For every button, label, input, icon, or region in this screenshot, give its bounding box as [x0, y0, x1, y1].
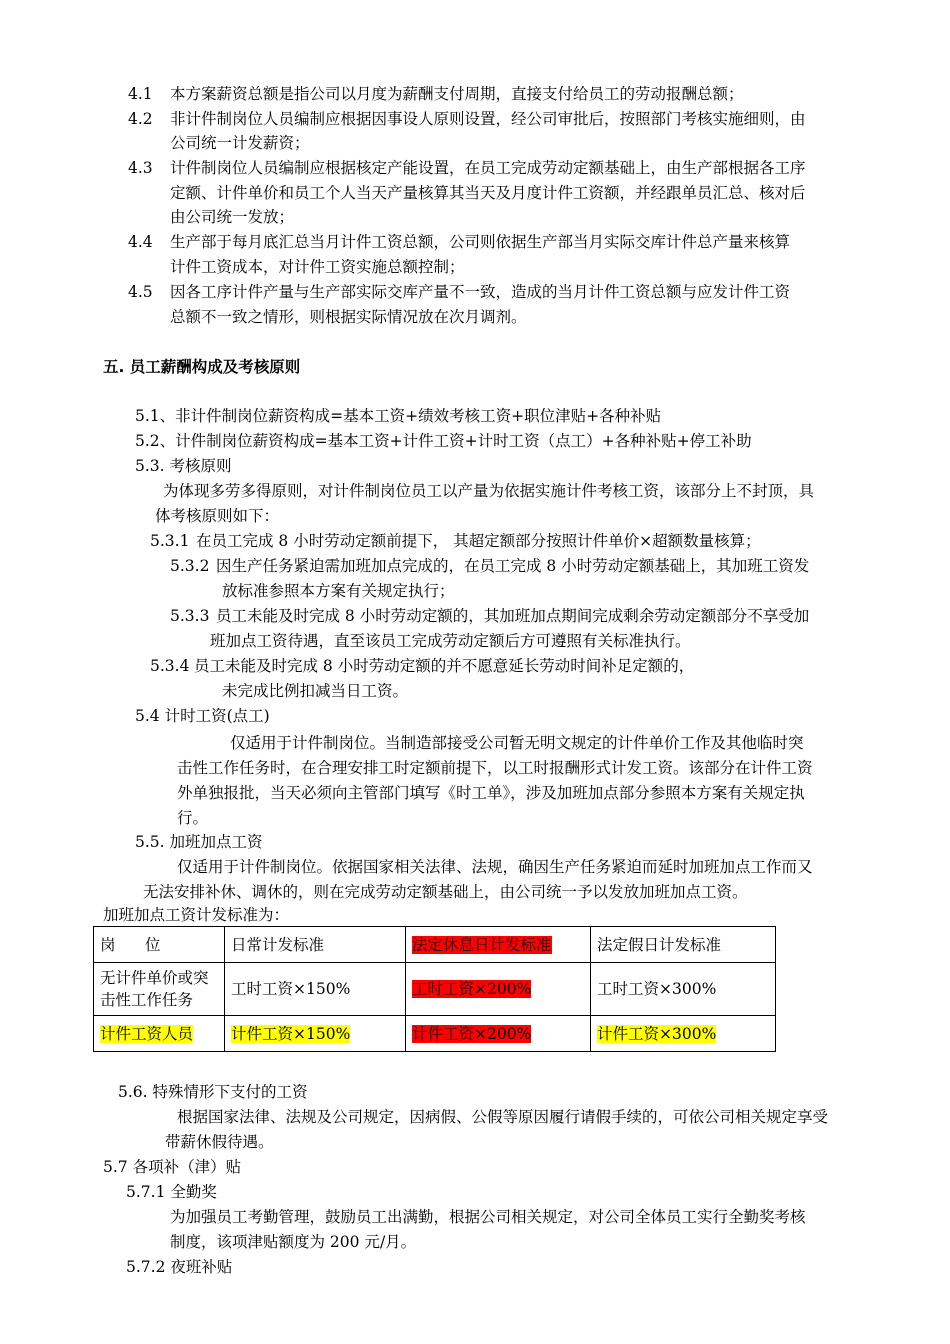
paragraph-line: 公司统一计发薪资； [170, 134, 310, 152]
subsection-heading: 5.5. 加班加点工资 [135, 833, 263, 851]
subsection-heading: 5.3. 考核原则 [135, 457, 232, 475]
paragraph-line: 因生产任务紧迫需加班加点完成的，在员工完成 8 小时劳动定额基础上，其加班工资发 [216, 557, 810, 575]
table-row [94, 1016, 776, 1052]
paragraph-line: 因各工序计件产量与生产部实际交库产量不一致，造成的当月计件工资总额与应发计件工资 [170, 283, 791, 301]
paragraph-line: 未完成比例扣减当日工资。 [222, 682, 409, 700]
paragraph-line: 生产部于每月底汇总当月计件工资总额，公司则依据生产部当月实际交库计件总产量来核算 [170, 233, 791, 251]
paragraph-line: 5.2、计件制岗位薪资构成=基本工资+计件工资+计时工资（点工）+各种补贴+停工补助 [135, 432, 752, 450]
paragraph-line: 5.1、非计件制岗位薪资构成=基本工资+绩效考核工资+职位津贴+各种补贴 [135, 407, 662, 425]
cell-text: 岗 位 [100, 935, 161, 954]
cell-text: 计件工资人员 [100, 1024, 194, 1043]
paragraph-line: 员工未能及时完成 8 小时劳动定额的并不愿意延长劳动时间补足定额的， [194, 657, 695, 675]
cell-text: 计件工资×300% [597, 1024, 717, 1043]
paragraph-line: 制度，该项津贴额度为 200 元/月。 [170, 1233, 417, 1251]
cell-text: 工时工资×150% [231, 980, 351, 998]
table-header-cell [94, 927, 225, 963]
paragraph-line: 根据国家法律、法规及公司规定，因病假、公假等原因履行请假手续的，可依公司相关规定享受 [177, 1108, 829, 1126]
paragraph-line: 总额不一致之情形，则根据实际情况放在次月调剂。 [170, 308, 527, 326]
item-number: 5.3.2 [170, 557, 210, 575]
paragraph-line: 外单独报批，当天必须向主管部门填写《时工单》，涉及加班加点部分参照本方案有关规定执 [177, 784, 805, 802]
paragraph-line: 计件制岗位人员编制应根据核定产能设置，在员工完成劳动定额基础上，由生产部根据各工序 [170, 159, 806, 177]
paragraph-line: 由公司统一发放； [170, 208, 295, 226]
paragraph-line: 在员工完成 8 小时劳动定额前提下， 其超定额部分按照计件单价×超额数量核算； [196, 532, 761, 550]
paragraph-line: 仅适用于计件制岗位。当制造部接受公司暂无明文规定的计件单价工作及其他临时突 [230, 734, 804, 752]
table-cell [406, 1016, 591, 1052]
table-caption: 加班加点工资计发标准为： [103, 906, 290, 924]
paragraph-line: 为体现多劳多得原则，对计件制岗位员工以产量为依据实施计件考核工资，该部分上不封顶，具 [163, 482, 815, 500]
table-row [94, 963, 776, 1016]
table-cell [406, 963, 591, 1016]
subsection-heading: 5.7 各项补（津）贴 [103, 1158, 242, 1176]
paragraph-line: 班加点工资待遇，直至该员工完成劳动定额后方可遵照有关标准执行。 [210, 632, 691, 650]
cell-text: 法定休息日计发标准 [412, 935, 552, 954]
subsection-heading: 5.4 计时工资(点工) [135, 707, 270, 725]
paragraph-line: 员工未能及时完成 8 小时劳动定额的，其加班加点期间完成剩余劳动定额部分不享受加 [216, 607, 810, 625]
paragraph-line: 带薪休假待遇。 [165, 1133, 274, 1151]
subsection-heading: 5.6. 特殊情形下支付的工资 [118, 1083, 308, 1101]
table-header-cell [591, 927, 776, 963]
item-number: 4.5 [128, 283, 153, 301]
cell-text: 工时工资×300% [597, 980, 717, 998]
cell-text: 工时工资×200% [412, 980, 532, 998]
item-number: 4.3 [128, 159, 153, 177]
table-cell [225, 963, 406, 1016]
paragraph-line: 计件工资成本，对计件工资实施总额控制； [170, 258, 465, 276]
cell-text: 法定假日计发标准 [597, 935, 722, 954]
paragraph-line: 放标准参照本方案有关规定执行； [222, 582, 455, 600]
table-cell [94, 1016, 225, 1052]
paragraph-line: 击性工作任务时，在合理安排工时定额前提下，以工时报酬形式计发工资。该部分在计件工资 [177, 759, 813, 777]
table-header-cell [225, 927, 406, 963]
cell-text: 日常计发标准 [231, 935, 325, 954]
table-header-row [94, 927, 776, 963]
overtime-pay-table [93, 926, 776, 1052]
paragraph-line: 无法安排补休、调休的，则在完成劳动定额基础上，由公司统一予以发放加班加点工资。 [143, 883, 748, 901]
paragraph-line: 定额、计件单价和员工个人当天产量核算其当天及月度计件工资额，并经跟单员汇总、核对后 [170, 184, 806, 202]
paragraph-line: 非计件制岗位人员编制应根据因事设人原则设置，经公司审批后，按照部门考核实施细则，由 [170, 110, 806, 128]
subsection-heading: 5.7.2 夜班补贴 [126, 1258, 233, 1276]
table-cell [94, 963, 225, 1016]
paragraph-line: 行。 [177, 809, 209, 827]
table-cell [225, 1016, 406, 1052]
paragraph-line: 本方案薪资总额是指公司以月度为薪酬支付周期，直接支付给员工的劳动报酬总额； [170, 85, 744, 103]
section-heading: 五. 员工薪酬构成及考核原则 [103, 358, 301, 376]
paragraph-line: 仅适用于计件制岗位。依据国家相关法律、法规，确因生产任务紧迫而延时加班加点工作而又 [177, 858, 813, 876]
item-number: 5.3.4 [150, 657, 190, 675]
item-number: 4.1 [128, 85, 153, 103]
item-number: 5.3.1 [150, 532, 190, 550]
paragraph-line: 体考核原则如下： [155, 507, 280, 525]
cell-text: 无计件单价或突 击性工作任务 [100, 969, 209, 1009]
item-number: 5.3.3 [170, 607, 210, 625]
cell-text: 计件工资×200% [412, 1024, 532, 1043]
subsection-heading: 5.7.1 全勤奖 [126, 1183, 217, 1201]
item-number: 4.4 [128, 233, 153, 251]
item-number: 4.2 [128, 110, 153, 128]
paragraph-line: 为加强员工考勤管理，鼓励员工出满勤，根据公司相关规定，对公司全体员工实行全勤奖考核 [170, 1208, 806, 1226]
cell-text: 计件工资×150% [231, 1024, 351, 1043]
table-cell [591, 963, 776, 1016]
table-cell [591, 1016, 776, 1052]
table-header-cell [406, 927, 591, 963]
